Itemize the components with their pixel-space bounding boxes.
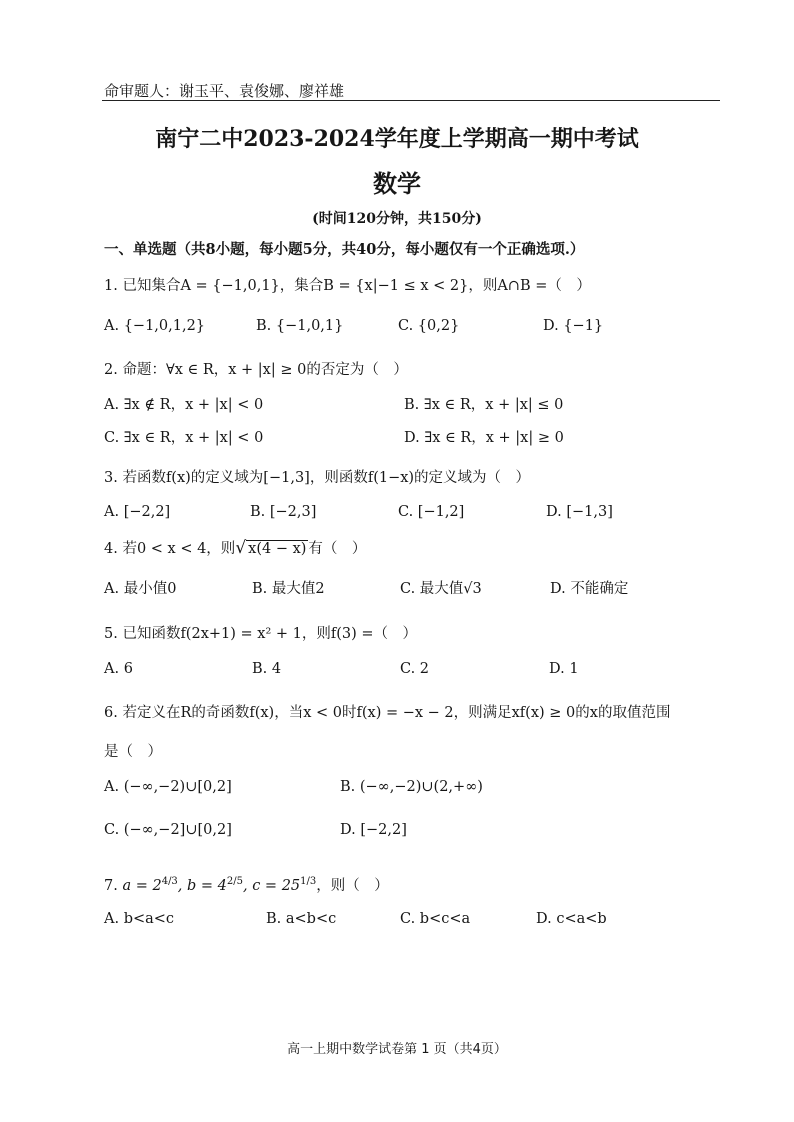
exam-time-info: (时间120分钟，共150分) [312, 211, 482, 227]
author-line: 命审题人：谢玉平、袁俊娜、廖祥雄 [104, 82, 345, 100]
question-2-option-c: C. ∃x ∈ R，x + |x| < 0 [104, 430, 264, 446]
exam-subject: 数学 [373, 169, 421, 198]
question-2-option-b: B. ∃x ∈ R，x + |x| ≤ 0 [404, 397, 564, 413]
header-divider [102, 100, 720, 101]
question-5-stem: 5. 已知函数f(2x+1) = x² + 1，则f(3) =（ ） [104, 626, 418, 642]
question-7-prefix: 7. [104, 878, 118, 894]
question-7-a: a = 2 [122, 878, 162, 894]
question-7-exp-a: 4/3 [161, 876, 178, 888]
question-2-stem: 2. 命题：∀x ∈ R，x + |x| ≥ 0的否定为（ ） [104, 362, 408, 378]
question-3-option-d: D. [−1,3] [546, 504, 613, 520]
exam-title: 南宁二中2023-2024学年度上学期高一期中考试 [155, 126, 639, 152]
question-6-stem-line-1: 6. 若定义在R的奇函数f(x)，当x < 0时f(x) = −x − 2，则满足xf(x) ≥ 0的x的取值范围 [104, 705, 671, 721]
question-4-stem-before: 4. 若0 < x < 4，则 [104, 541, 236, 557]
question-7-option-d: D. c<a<b [536, 911, 607, 927]
question-4-option-a: A. 最小值0 [104, 581, 177, 597]
question-7-exp-c: 1/3 [300, 876, 317, 888]
question-2-option-a: A. ∃x ∉ R，x + |x| < 0 [104, 397, 264, 413]
question-7-stem [104, 874, 389, 895]
question-3-option-b: B. [−2,3] [250, 504, 317, 520]
question-4-option-d: D. 不能确定 [550, 581, 629, 597]
question-2-option-d: D. ∃x ∈ R，x + |x| ≥ 0 [404, 430, 564, 446]
question-1-option-b: B. {−1,0,1} [256, 318, 344, 334]
question-3-option-c: C. [−1,2] [398, 504, 465, 520]
question-5-option-d: D. 1 [549, 661, 579, 677]
question-7-c: , c = 25 [242, 878, 301, 894]
question-6-option-b: B. (−∞,−2)∪(2,+∞) [340, 779, 483, 795]
question-1-option-d: D. {−1} [543, 318, 604, 334]
question-5-option-c: C. 2 [400, 661, 430, 677]
question-5-option-b: B. 4 [252, 661, 282, 677]
page-footer: 高一上期中数学试卷第 1 页（共4页） [287, 1042, 507, 1057]
question-5-option-a: A. 6 [104, 661, 133, 677]
question-3-option-a: A. [−2,2] [104, 504, 171, 520]
question-1-option-a: A. {−1,0,1,2} [104, 318, 206, 334]
question-7-option-b: B. a<b<c [266, 911, 337, 927]
question-4-stem [104, 537, 366, 558]
question-7-option-a: A. b<a<c [104, 911, 175, 927]
question-7-exp-b: 2/5 [226, 876, 243, 888]
question-6-option-a: A. (−∞,−2)∪[0,2] [104, 779, 232, 795]
question-4-option-c: C. 最大值√3 [400, 581, 482, 597]
question-4-stem-after: 有（ ） [308, 541, 367, 557]
question-7-suffix: ，则（ ） [316, 878, 389, 894]
question-6-option-c: C. (−∞,−2]∪[0,2] [104, 822, 232, 838]
section-heading: 一、单选题（共8小题，每小题5分，共40分，每小题仅有一个正确选项.） [104, 241, 585, 258]
question-1-option-c: C. {0,2} [398, 318, 460, 334]
question-6-option-d: D. [−2,2] [340, 822, 407, 838]
question-4-option-b: B. 最大值2 [252, 581, 325, 597]
question-7-option-c: C. b<c<a [400, 911, 471, 927]
sqrt-sign: √ [235, 538, 247, 558]
question-3-stem: 3. 若函数f(x)的定义域为[−1,3]，则函数f(1−x)的定义域为（ ） [104, 470, 531, 486]
question-1-stem: 1. 已知集合A = {−1,0,1}，集合B = {x|−1 ≤ x < 2}，则A∩B =（ ） [104, 278, 591, 294]
question-7-b: , b = 4 [177, 878, 227, 894]
question-4-radicand: x(4 − x) [248, 541, 307, 557]
question-6-stem-line-2: 是（ ） [104, 744, 162, 760]
